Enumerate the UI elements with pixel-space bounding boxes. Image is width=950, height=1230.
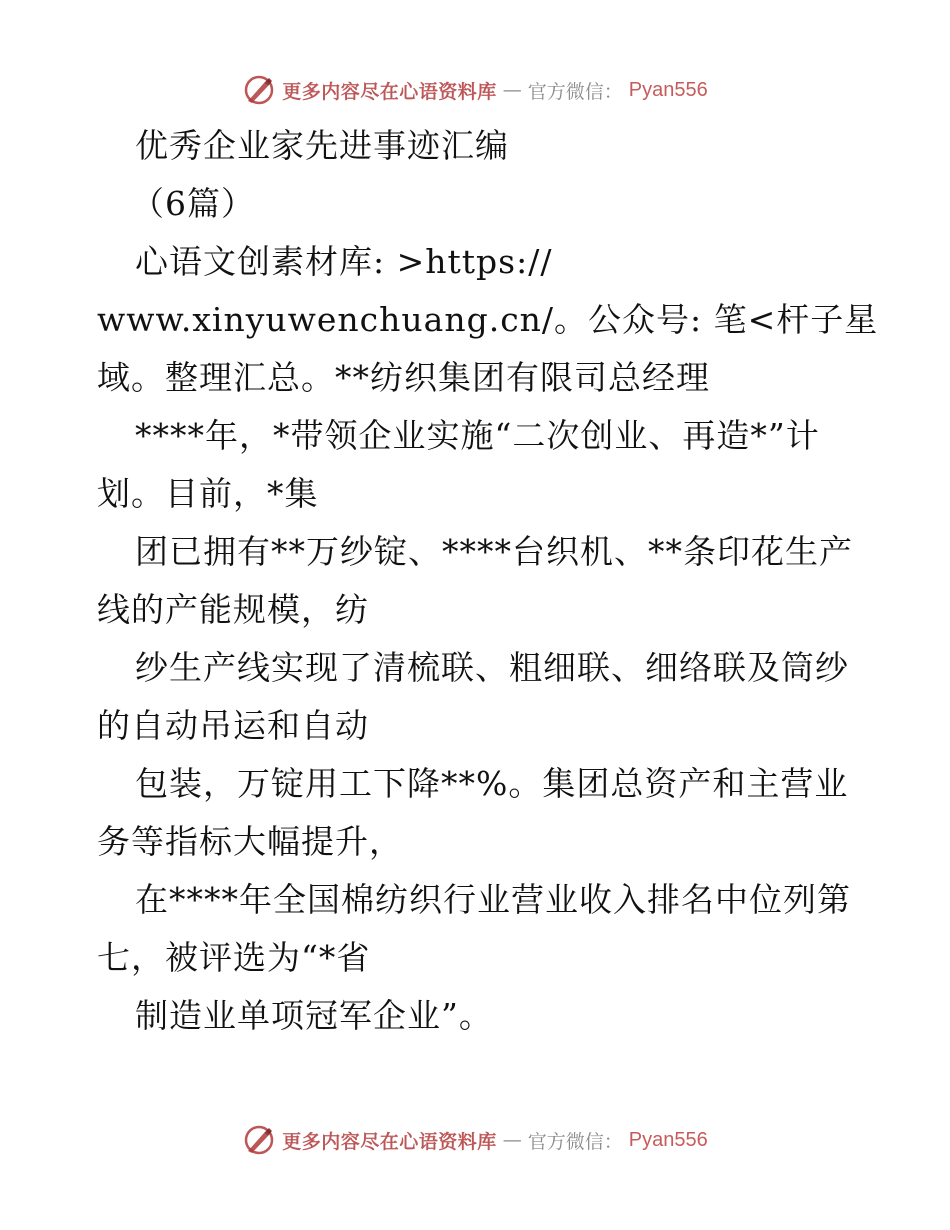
- paragraph-line: 务等指标大幅提升，: [97, 822, 403, 861]
- paragraph-line: 域。整理汇总。**纺织集团有限司总经理: [97, 358, 710, 397]
- paragraph-line: 七，被评选为“*省: [97, 938, 371, 977]
- watermark-wechat-label: 官方微信：: [527, 80, 623, 103]
- paragraph-line: ****年，*带领企业实施“二次创业、再造*”计: [135, 416, 820, 455]
- paragraph-line: 线的产能规模，纺: [97, 590, 369, 629]
- watermark-text: 更多内容尽在心语资料库: [282, 1130, 497, 1153]
- paragraph-line: 划。目前，*集: [97, 474, 319, 513]
- watermark-dash: —: [502, 1129, 522, 1151]
- header-watermark: [0, 70, 950, 110]
- paragraph-line: 纱生产线实现了清梳联、粗细联、细络联及筒纱: [135, 648, 849, 687]
- pen-seal-icon: [242, 73, 276, 107]
- watermark-wechat-id: Pyan556: [628, 1128, 708, 1151]
- document-subtitle: （6篇）: [131, 184, 255, 223]
- document-title: 优秀企业家先进事迹汇编: [135, 126, 509, 165]
- paragraph-line: 的自动吊运和自动: [97, 706, 369, 745]
- watermark-wechat-label: 官方微信：: [527, 1130, 623, 1153]
- watermark-dash: —: [502, 79, 522, 101]
- watermark-text: 更多内容尽在心语资料库: [282, 80, 497, 103]
- paragraph-line: 包装，万锭用工下降**%。集团总资产和主营业: [135, 764, 849, 803]
- paragraph-line: 制造业单项冠军企业”。: [135, 996, 493, 1035]
- watermark-wechat-id: Pyan556: [628, 78, 708, 101]
- pen-seal-icon: [242, 1123, 276, 1157]
- paragraph-line: 在****年全国棉纺织行业营业收入排名中位列第: [135, 880, 851, 919]
- paragraph-line: 心语文创素材库: >https://: [135, 242, 553, 281]
- paragraph-line: 团已拥有**万纱锭、****台织机、**条印花生产: [135, 532, 853, 571]
- footer-watermark: [0, 1120, 950, 1160]
- paragraph-line: www.xinyuwenchuang.cn/。公众号: 笔<杆子星: [97, 300, 879, 339]
